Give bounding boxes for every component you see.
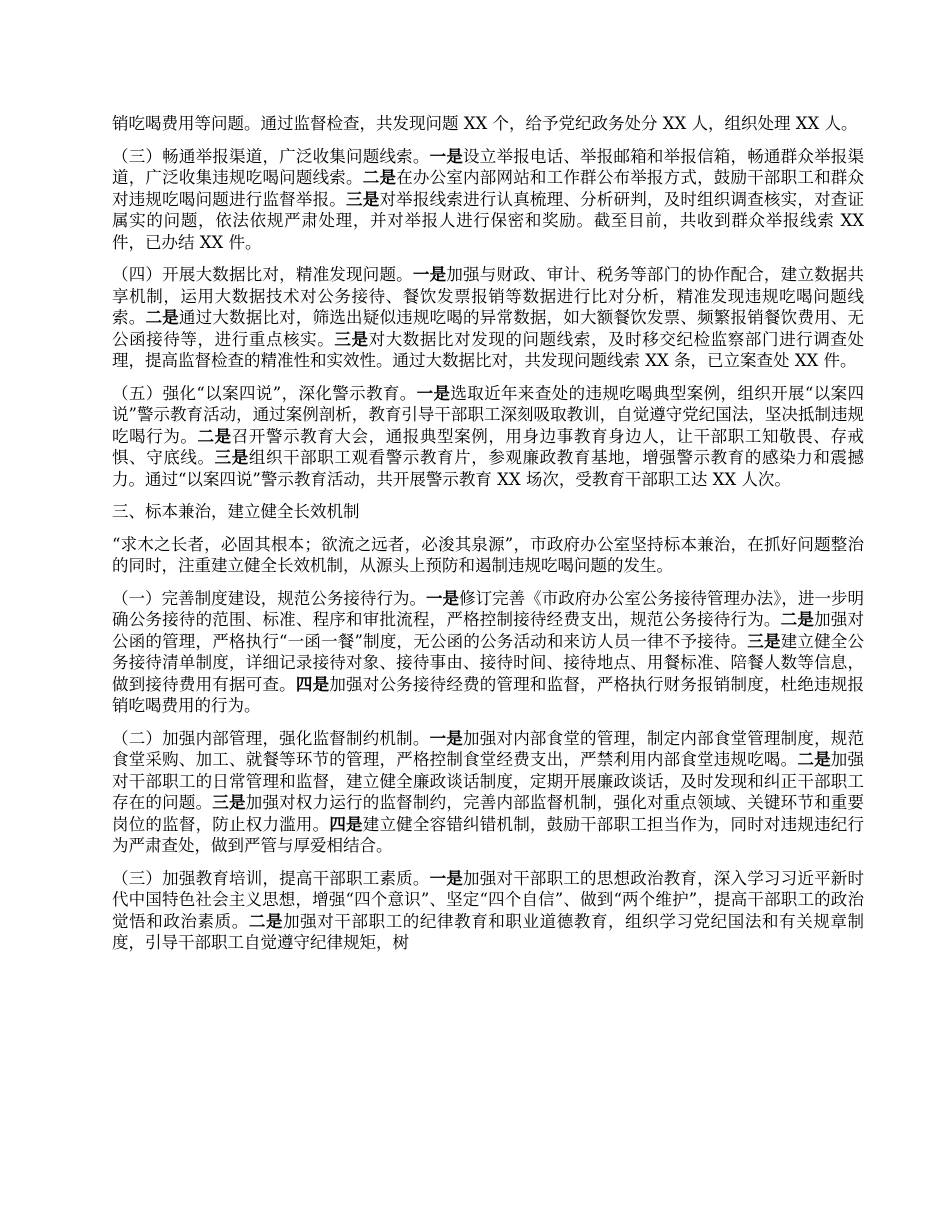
paragraph-text: 在办公室内部网站和工作群公布举报方式，鼓励干部职工和群众对违规吃喝问题进行监督举报。: [112, 168, 865, 209]
paragraph-text: （三）加强教育培训，提高干部职工素质。: [112, 868, 430, 888]
paragraph-text: 通过大数据比对，筛选出疑似违规吃喝的异常数据，如大额餐饮发票、频繁报销餐饮费用、无公函接待等，进行重点核实。: [112, 308, 865, 349]
paragraph-text: 加强对内部食堂的管理，制定内部食堂管理制度，规范食堂采购、加工、就餐等环节的管理，严格控制食堂经费支出，严禁利用内部食堂违规吃喝。: [112, 728, 865, 769]
emphasis-label: 一是: [429, 868, 464, 888]
document-page: [112, 113, 864, 965]
emphasis-label: 二是: [362, 168, 397, 187]
paragraph-2: [112, 264, 864, 372]
paragraph-text: 对大数据比对发现的问题线索，及时移交纪检监察部门进行调查处理，提高监督检查的精准性和实效性。通过大数据比对，共发现问题线索 XX 条，已立案查处 XX 件。: [112, 329, 865, 370]
paragraph-6: [112, 588, 864, 717]
paragraph-text: 召开警示教育大会，通报典型案例，用身边事教育身边人，让干部职工知敬畏、存戒惧、守底线。: [112, 426, 865, 467]
paragraph-0: [112, 113, 864, 135]
paragraph-text: （一）完善制度建设，规范公务接待行为。: [112, 588, 427, 608]
paragraph-7: [112, 728, 864, 857]
paragraph-5: [112, 534, 864, 577]
emphasis-label: 三是: [747, 631, 781, 651]
emphasis-label: 二是: [197, 426, 232, 446]
emphasis-label: 二是: [797, 750, 831, 769]
paragraph-text: 加强对公函的管理，严格执行“一函一餐”制度，无公函的公务活动和来访人员一律不予接待。: [112, 610, 865, 651]
paragraph-8: [112, 868, 864, 954]
paragraph-text: 加强对公务接待经费的管理和监督，严格执行财务报销制度，杜绝违规报销吃喝费用的行为。: [112, 674, 865, 715]
paragraph-text: 对举报线索进行认真梳理、分析研判，及时组织调查核实，对查证属实的问题，依法依规严肃处理，并对举报人进行保密和奖励。截至目前，共收到群众举报线索 XX 件，已办结 XX 件。: [112, 189, 865, 252]
emphasis-label: 一是: [426, 588, 460, 608]
paragraph-1: [112, 146, 864, 254]
paragraph-3: [112, 383, 864, 491]
section-heading: [112, 501, 864, 523]
paragraph-text: 建立健全容错纠错机制，鼓励干部职工担当作为，同时对违规违纪行为严肃查处，做到严管与厚爱相结合。: [112, 814, 865, 855]
emphasis-label: 四是: [329, 814, 363, 834]
emphasis-label: 一是: [416, 383, 451, 403]
paragraph-text: 设立举报电话、举报邮箱和举报信箱，畅通群众举报渠道，广泛收集违规吃喝问题线索。: [112, 146, 865, 187]
emphasis-label: 二是: [248, 911, 284, 931]
emphasis-label: 一是: [429, 728, 464, 748]
paragraph-text: “求木之长者，必固其根本；欲流之远者，必浚其泉源”，市政府办公室坚持标本兼治，在抓好问题整治的同时，注重建立健全长效机制，从源头上预防和遏制违规吃喝问题的发生。: [112, 534, 864, 575]
paragraph-text: 选取近年来查处的违规吃喝典型案例，组织开展“以案四说”警示教育活动，通过案例剖析，教育引导干部职工深刻吸取教训，自觉遵守党纪国法，坚决抵制违规吃喝行为。: [112, 383, 865, 446]
paragraph-text: 加强对权力运行的监督制约，完善内部监督机制，强化对重点领域、关键环节和重要岗位的监督，防止权力滥用。: [112, 793, 865, 834]
emphasis-label: 四是: [295, 674, 330, 694]
paragraph-text: 加强对干部职工的思想政治教育，深入学习习近平新时代中国特色社会主义思想，增强“四个意识”、坚定“四个自信”、做到“两个维护”，提高干部职工的政治觉悟和政治素质。: [112, 868, 865, 931]
emphasis-label: 一是: [429, 146, 464, 166]
paragraph-text: （三）畅通举报渠道，广泛收集问题线索。: [112, 146, 430, 166]
emphasis-label: 三是: [212, 793, 246, 812]
emphasis-label: 三是: [214, 448, 249, 467]
paragraph-text: （四）开展大数据比对，精准发现问题。: [112, 265, 413, 284]
emphasis-label: 二是: [145, 308, 179, 327]
paragraph-text: 加强与财政、审计、税务等部门的协作配合，建立数据共享机制，运用大数据技术对公务接待、餐饮发票报销等数据进行比对分析，精准发现违规吃喝问题线索。: [112, 265, 865, 327]
paragraph-text: 建立健全公务接待清单制度，详细记录接待对象、接待事由、接待时间、接待地点、用餐标准、陪餐人数等信息，做到接待费用有据可查。: [112, 631, 864, 694]
emphasis-label: 一是: [412, 265, 447, 284]
paragraph-text: 修订完善《市政府办公室公务接待管理办法》，进一步明确公务接待的范围、标准、程序和审批流程，严格控制接待经费支出，规范公务接待行为。: [112, 588, 865, 629]
section-heading-text: 三、标本兼治，建立健全长效机制: [112, 502, 360, 521]
paragraph-text: 销吃喝费用等问题。通过监督检查，共发现问题 XX 个，给予党纪政务处分 XX 人，组织处理 XX 人。: [112, 114, 858, 133]
emphasis-label: 二是: [780, 610, 815, 629]
emphasis-label: 三是: [346, 189, 380, 209]
paragraph-text: 组织干部职工观看警示教育片，参观廉政教育基地，增强警示教育的感染力和震撼力。通过“以案四说”警示教育活动，共开展警示教育 XX 场次，受教育干部职工达 XX 人次。: [112, 448, 865, 489]
paragraph-text: 加强对干部职工的日常管理和监督，建立健全廉政谈话制度，定期开展廉政谈话，及时发现和纠正干部职工存在的问题。: [112, 750, 865, 812]
paragraph-text: （二）加强内部管理，强化监督制约机制。: [112, 728, 430, 748]
emphasis-label: 三是: [334, 329, 369, 349]
paragraph-text: 加强对干部职工的纪律教育和职业道德教育，组织学习党纪国法和有关规章制度，引导干部职工自觉遵守纪律规矩，树: [112, 911, 865, 952]
paragraph-text: （五）强化“以案四说”，深化警示教育。: [112, 383, 417, 403]
